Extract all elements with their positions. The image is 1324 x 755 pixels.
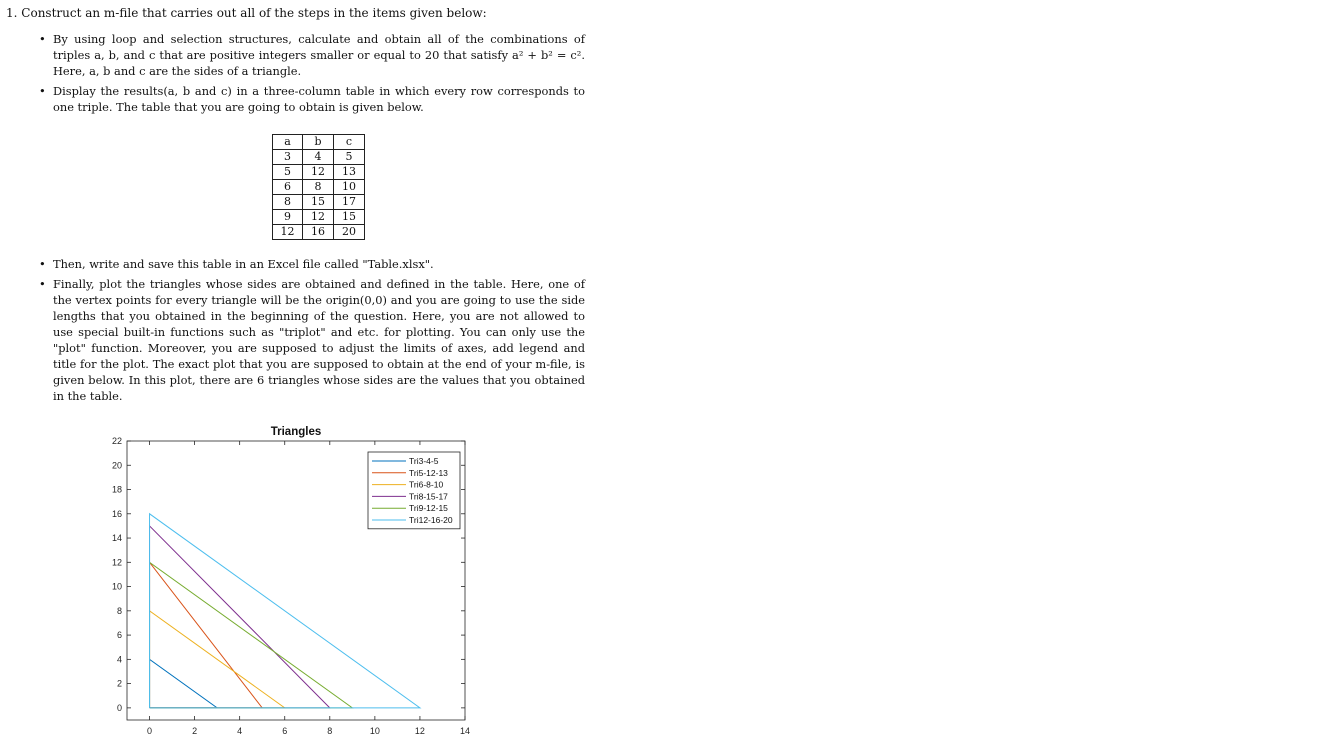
table-cell: 8 [273, 195, 303, 210]
x-tick-label: 10 [369, 726, 380, 736]
legend-label: Tri5-12-13 [409, 467, 448, 478]
table-cell: 15 [303, 195, 334, 210]
table-cell: 5 [334, 150, 365, 165]
x-tick-label: 0 [147, 726, 153, 736]
triples-table [272, 134, 365, 240]
question-heading [6, 6, 487, 20]
table-cell: 4 [303, 150, 334, 165]
table-cell: 5 [273, 165, 303, 180]
table-row [273, 195, 365, 210]
question-intro: Construct an m-file that carries out all of the steps in the items given below: [21, 6, 487, 20]
table-cell: 12 [303, 210, 334, 225]
table-cell: 10 [334, 180, 365, 195]
y-tick-label: 6 [116, 630, 122, 641]
question-number: 1. [6, 6, 18, 20]
y-tick-label: 12 [111, 557, 122, 568]
table-header: c [334, 135, 365, 150]
y-tick-label: 20 [111, 460, 122, 471]
table-cell: 17 [334, 195, 365, 210]
y-tick-label: 2 [116, 678, 122, 689]
table-cell: 3 [273, 150, 303, 165]
table-cell: 9 [273, 210, 303, 225]
y-tick-label: 8 [116, 605, 122, 616]
table-row [273, 225, 365, 240]
bullet-item-4 [40, 276, 585, 404]
y-tick-label: 4 [116, 654, 122, 665]
table-row [273, 150, 365, 165]
table-cell: 13 [334, 165, 365, 180]
bullet-item-1 [40, 31, 585, 79]
y-tick-label: 14 [111, 533, 122, 544]
y-tick-label: 10 [111, 581, 122, 592]
bullet-icon: • [39, 277, 46, 291]
bullet-item-3 [40, 256, 585, 272]
table-cell: 6 [273, 180, 303, 195]
legend-label: Tri9-12-15 [409, 503, 448, 514]
table-cell: 12 [273, 225, 303, 240]
table-row [273, 165, 365, 180]
table-cell: 12 [303, 165, 334, 180]
bullet-icon: • [39, 257, 46, 271]
table-row [273, 180, 365, 195]
table-header: b [303, 135, 334, 150]
legend-label: Tri6-8-10 [409, 479, 444, 490]
table-cell: 16 [303, 225, 334, 240]
table-cell: 8 [303, 180, 334, 195]
x-tick-label: 4 [237, 726, 243, 736]
table-cell: 20 [334, 225, 365, 240]
table-header-row [273, 135, 365, 150]
y-tick-label: 16 [111, 508, 122, 519]
x-tick-label: 12 [414, 726, 425, 736]
bullet-text: Then, write and save this table in an Excel file called "Table.xlsx". [53, 257, 434, 271]
bullet-text: By using loop and selection structures, calculate and obtain all of the combinations of triples a, b, and c that are positive integers smaller or equal to 20 that satisfy a² + b² = c². Here, a, b and c are the sides of a triangle. [53, 32, 585, 78]
legend-label: Tri3-4-5 [409, 456, 439, 466]
y-tick-label: 22 [111, 436, 122, 446]
triangles-chart [95, 420, 485, 740]
x-tick-label: 8 [327, 726, 333, 736]
bullet-text: Finally, plot the triangles whose sides are obtained and defined in the table. Here, one of the vertex points for every triangle will be the origin(0,0) and you are going to use the side lengths that you obtained in the beginning of the question. Here, you are not allowed to use special built-in functions such as "triplot" and etc. for plotting. You can only use the "plot" function. Moreover, you are supposed to adjust the limits of axes, add legend and title for the plot. The exact plot that you are supposed to obtain at the end of your m-file, is given below. In this plot, there are 6 triangles whose sides are the values that you obtained in the table. [53, 277, 585, 403]
table-header: a [273, 135, 303, 150]
bullet-item-2 [40, 83, 585, 115]
table-row [273, 210, 365, 225]
bullet-icon: • [39, 32, 46, 46]
x-tick-label: 2 [192, 726, 198, 736]
bullet-icon: • [39, 84, 46, 98]
y-tick-label: 0 [116, 702, 122, 713]
table-cell: 15 [334, 210, 365, 225]
chart-title: Triangles [270, 426, 322, 438]
legend-label: Tri8-15-17 [409, 491, 448, 502]
bullet-text: Display the results(a, b and c) in a three-column table in which every row corresponds to one triple. The table that you are going to obtain is given below. [53, 84, 585, 114]
x-tick-label: 14 [459, 726, 471, 736]
x-tick-label: 6 [282, 726, 288, 736]
y-tick-label: 18 [111, 484, 122, 495]
legend-label: Tri12-16-20 [409, 515, 453, 525]
